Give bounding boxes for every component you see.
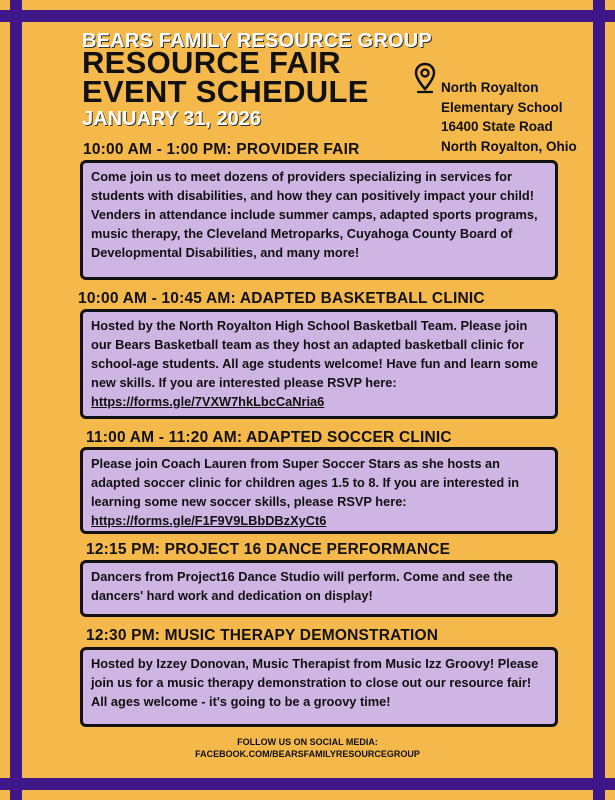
event-heading-soccer: 11:00 AM - 11:20 AM: ADAPTED SOCCER CLINIC [86,429,452,446]
frame-bar-left [10,0,22,800]
event-text-dance: Dancers from Project16 Dance Studio will perform. Come and see the dancers' hard work and dedication on display! [91,569,513,603]
frame-bar-bottom [0,778,615,790]
event-box-soccer [80,447,558,534]
basketball-rsvp-link[interactable]: https://forms.gle/7VXW7hkLbcCaNria6 [91,394,325,409]
event-box-dance [80,560,558,617]
location-line-1: North Royalton [441,80,539,95]
event-box-provider-fair [80,160,558,280]
event-text-music-therapy: Hosted by Izzey Donovan, Music Therapist from Music Izz Groovy! Please join us for a music therapy demonstration to close out our resource fair! All ages welcome - it's going to be a groovy time! [91,656,539,709]
event-text-soccer [91,454,547,530]
location-address [441,78,606,156]
event-box-music-therapy [80,647,558,727]
event-heading-dance: 12:15 PM: PROJECT 16 DANCE PERFORMANCE [86,541,451,558]
basketball-description: Hosted by the North Royalton High School Basketball Team. Please join our Bears Basketball team as they host an adapted basketball clinic for school-age students. All age students welcome! Have fun and learn some new skills. If you are interested please RSVP here: [91,318,538,390]
event-text-provider-fair: Come join us to meet dozens of providers specializing in services for students with disabilities, and how they can positively impact your child! Venders in attendance include summer camps, adapted sports programs, music therapy, the Cleveland Metroparks, Cuyahoga County Board of Developmental Disabilities, and many more! [91,169,538,260]
frame-bar-top [0,10,615,22]
event-text-basketball [91,316,547,411]
page-title [82,45,412,109]
event-heading-provider-fair: 10:00 AM - 1:00 PM: PROVIDER FAIR [83,141,360,158]
location-line-4: North Royalton, Ohio [441,138,577,154]
footer-social-label: FOLLOW US ON SOCIAL MEDIA: [237,737,378,747]
title-line-1: RESOURCE FAIR [82,45,341,80]
org-name: BEARS FAMILY RESOURCE GROUP [82,30,432,52]
location-pin-icon [414,62,436,96]
footer [0,736,615,760]
event-heading-basketball: 10:00 AM - 10:45 AM: ADAPTED BASKETBALL CLINIC [78,290,485,307]
event-heading-music-therapy: 12:30 PM: MUSIC THERAPY DEMONSTRATION [86,627,439,644]
location-line-3: 16400 State Road [441,119,553,134]
location-line-2: Elementary School [441,99,563,115]
footer-facebook-link[interactable]: FACEBOOK.COM/BEARSFAMILYRESOURCEGROUP [195,749,420,759]
soccer-description: Please join Coach Lauren from Super Soccer Stars as she hosts an adapted soccer clinic for children ages 1.5 to 8. If you are interested in learning some new soccer skills, please RSVP here: [91,456,520,509]
soccer-rsvp-link[interactable]: https://forms.gle/F1F9V9LBbDBzXyCt6 [91,513,327,528]
event-box-basketball [80,309,558,419]
event-date: JANUARY 31, 2026 [82,108,261,130]
title-line-2: EVENT SCHEDULE [82,74,369,109]
